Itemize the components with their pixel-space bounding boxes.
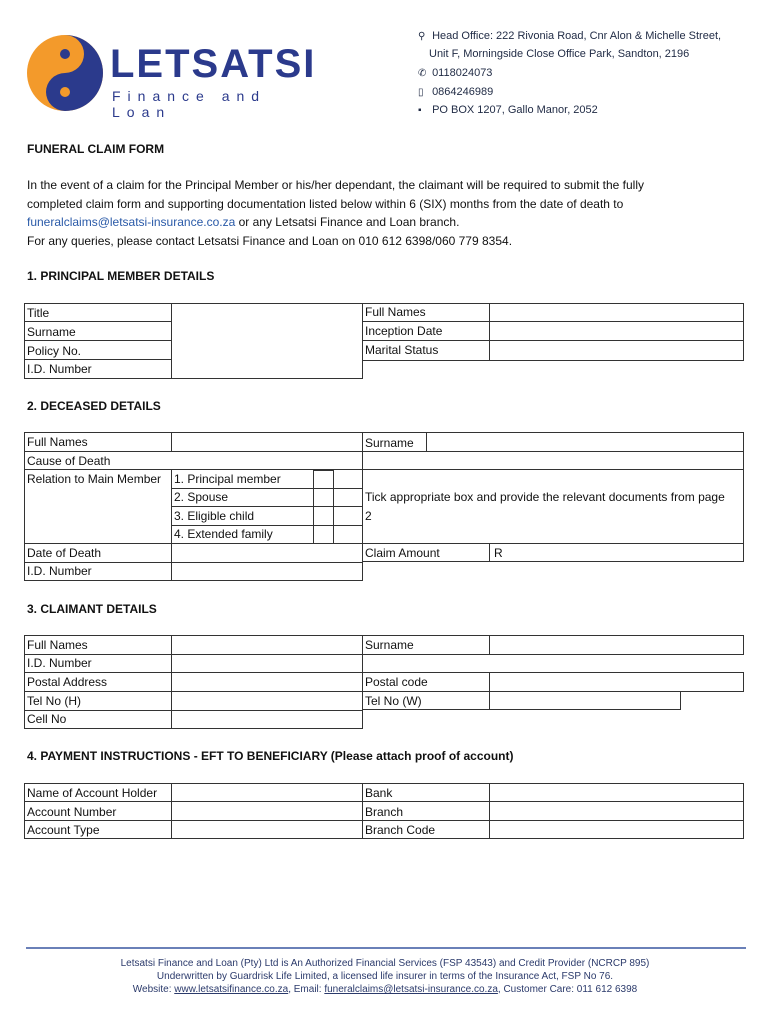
footer-divider [26, 947, 746, 949]
logo-subtitle: Finance and Loan [112, 88, 267, 120]
deceased-id-input[interactable] [173, 563, 361, 579]
claim-amount-input[interactable] [505, 545, 742, 561]
company-logo [26, 34, 326, 120]
date-of-death-label: Date of Death [27, 546, 102, 560]
tel-w-input[interactable] [491, 693, 679, 708]
account-number-input[interactable] [173, 803, 361, 819]
cell-no-input[interactable] [173, 711, 361, 727]
tel-h-label: Tel No (H) [27, 694, 82, 708]
option-principal-member: 1. Principal member [174, 472, 281, 486]
logo-wordmark: LETSATSI [110, 42, 317, 86]
website-link[interactable]: www.letsatsifinance.co.za [174, 984, 289, 995]
claimant-surname-input[interactable] [491, 637, 742, 653]
marital-status-input[interactable] [491, 342, 742, 359]
id-number-input[interactable] [173, 361, 361, 377]
deceased-surname-label: Surname [365, 436, 414, 450]
postal-code-input[interactable] [491, 674, 742, 690]
section3-heading: 3. CLAIMANT DETAILS [27, 602, 157, 616]
postal-address-input[interactable] [173, 674, 361, 690]
deceased-full-names-input[interactable] [173, 434, 361, 450]
cell-no-label: Cell No [27, 712, 67, 726]
form-title: FUNERAL CLAIM FORM [27, 142, 165, 156]
po-box-line: ▪ PO BOX 1207, Gallo Manor, 2052 [418, 104, 598, 116]
postal-code-label: Postal code [365, 675, 428, 689]
intro-line-4: For any queries, please contact Letsatsi Finance and Loan on 010 612 6398/060 779 8354. [27, 234, 513, 248]
claimant-id-label: I.D. Number [27, 656, 92, 670]
claimant-full-names-label: Full Names [27, 638, 88, 652]
claim-amount-label: Claim Amount [365, 546, 440, 560]
branch-code-input[interactable] [491, 822, 742, 837]
checkbox-principal-member[interactable] [313, 470, 334, 489]
date-of-death-input[interactable] [173, 545, 361, 561]
policy-no-label: Policy No. [27, 344, 82, 358]
document-icon: ▯ [418, 87, 424, 98]
fax-line: ▯ 0864246989 [418, 86, 494, 98]
claimant-id-input[interactable] [173, 656, 361, 671]
tick-note-line1: Tick appropriate box and provide the relevant documents from page [365, 490, 725, 504]
account-holder-input[interactable] [173, 785, 361, 800]
cause-of-death-label: Cause of Death [27, 454, 111, 468]
inception-date-label: Inception Date [365, 324, 443, 338]
title-label: Title [27, 306, 50, 320]
claimant-full-names-input[interactable] [173, 637, 361, 653]
relation-label: Relation to Main Member [27, 472, 162, 486]
intro-line-2: completed claim form and supporting documentation listed below within 6 (SIX) months from the date of death to [27, 197, 624, 211]
deceased-surname-input[interactable] [428, 434, 742, 450]
yin-yang-logo-icon [26, 34, 104, 112]
claims-email-link[interactable]: funeralclaims@letsatsi-insurance.co.za [27, 215, 236, 229]
surname-label: Surname [27, 325, 76, 339]
footer-line-2: Underwritten by Guardrisk Life Limited, a licensed life insurer in terms of the Insurance Act, FSP No 76. [156, 971, 614, 982]
branch-label: Branch [365, 805, 404, 819]
postal-address-label: Postal Address [27, 675, 108, 689]
option-spouse: 2. Spouse [174, 490, 229, 504]
full-names-input[interactable] [491, 305, 742, 320]
branch-code-label: Branch Code [365, 823, 436, 837]
inception-date-input[interactable] [491, 323, 742, 338]
currency-symbol: R [494, 546, 503, 560]
deceased-full-names-label: Full Names [27, 435, 88, 449]
phone-line: ✆ 0118024073 [418, 67, 493, 79]
footer-line-3: Website: www.letsatsifinance.co.za, Email: funeralclaims@letsatsi-insurance.co.za, Customer Care: 011 612 6398 [132, 984, 638, 995]
section2-heading: 2. DECEASED DETAILS [27, 399, 161, 413]
tel-w-label: Tel No (W) [365, 694, 422, 708]
intro-line-3: funeralclaims@letsatsi-insurance.co.za or any Letsatsi Finance and Loan branch. [27, 215, 460, 229]
title-input[interactable] [173, 305, 361, 320]
section1-heading: 1. PRINCIPAL MEMBER DETAILS [27, 269, 215, 283]
checkbox-eligible-child[interactable] [313, 506, 334, 526]
option-extended-family: 4. Extended family [174, 527, 273, 541]
branch-input[interactable] [491, 803, 742, 819]
location-pin-icon: ⚲ [418, 31, 426, 42]
account-holder-label: Name of Account Holder [27, 786, 158, 800]
mailbox-icon: ▪ [418, 105, 422, 116]
checkbox-extended-family[interactable] [313, 525, 334, 544]
account-number-label: Account Number [27, 805, 117, 819]
head-office-line2: Unit F, Morningside Close Office Park, Sandton, 2196 [429, 48, 690, 60]
phone-icon: ✆ [418, 68, 427, 79]
deceased-id-label: I.D. Number [27, 564, 92, 578]
bank-input[interactable] [491, 785, 742, 800]
cause-of-death-input[interactable] [173, 453, 742, 468]
policy-no-input[interactable] [173, 342, 361, 357]
tick-note-line2: 2 [365, 509, 372, 523]
full-names-label: Full Names [365, 305, 426, 319]
marital-status-label: Marital Status [365, 343, 439, 357]
surname-input[interactable] [173, 323, 361, 338]
head-office-line1: ⚲ Head Office: 222 Rivonia Road, Cnr Alon & Michelle Street, [418, 30, 722, 42]
section4-heading: 4. PAYMENT INSTRUCTIONS - EFT TO BENEFICIARY (Please attach proof of account) [27, 749, 514, 763]
option-eligible-child: 3. Eligible child [174, 509, 255, 523]
bank-label: Bank [365, 786, 393, 800]
footer-line-1: Letsatsi Finance and Loan (Pty) Ltd is An Authorized Financial Services (FSP 43543) and Credit Provider (NCRCP 895) [120, 958, 650, 969]
footer-email-link[interactable]: funeralclaims@letsatsi-insurance.co.za [324, 984, 498, 995]
intro-line-1: In the event of a claim for the Principal Member or his/her dependant, the claimant will be required to submit the fully [27, 178, 644, 192]
account-type-input[interactable] [173, 822, 361, 837]
id-number-label: I.D. Number [27, 362, 92, 376]
checkbox-spouse[interactable] [313, 488, 334, 507]
tel-h-input[interactable] [173, 693, 361, 709]
account-type-label: Account Type [27, 823, 100, 837]
claimant-surname-label: Surname [365, 638, 414, 652]
